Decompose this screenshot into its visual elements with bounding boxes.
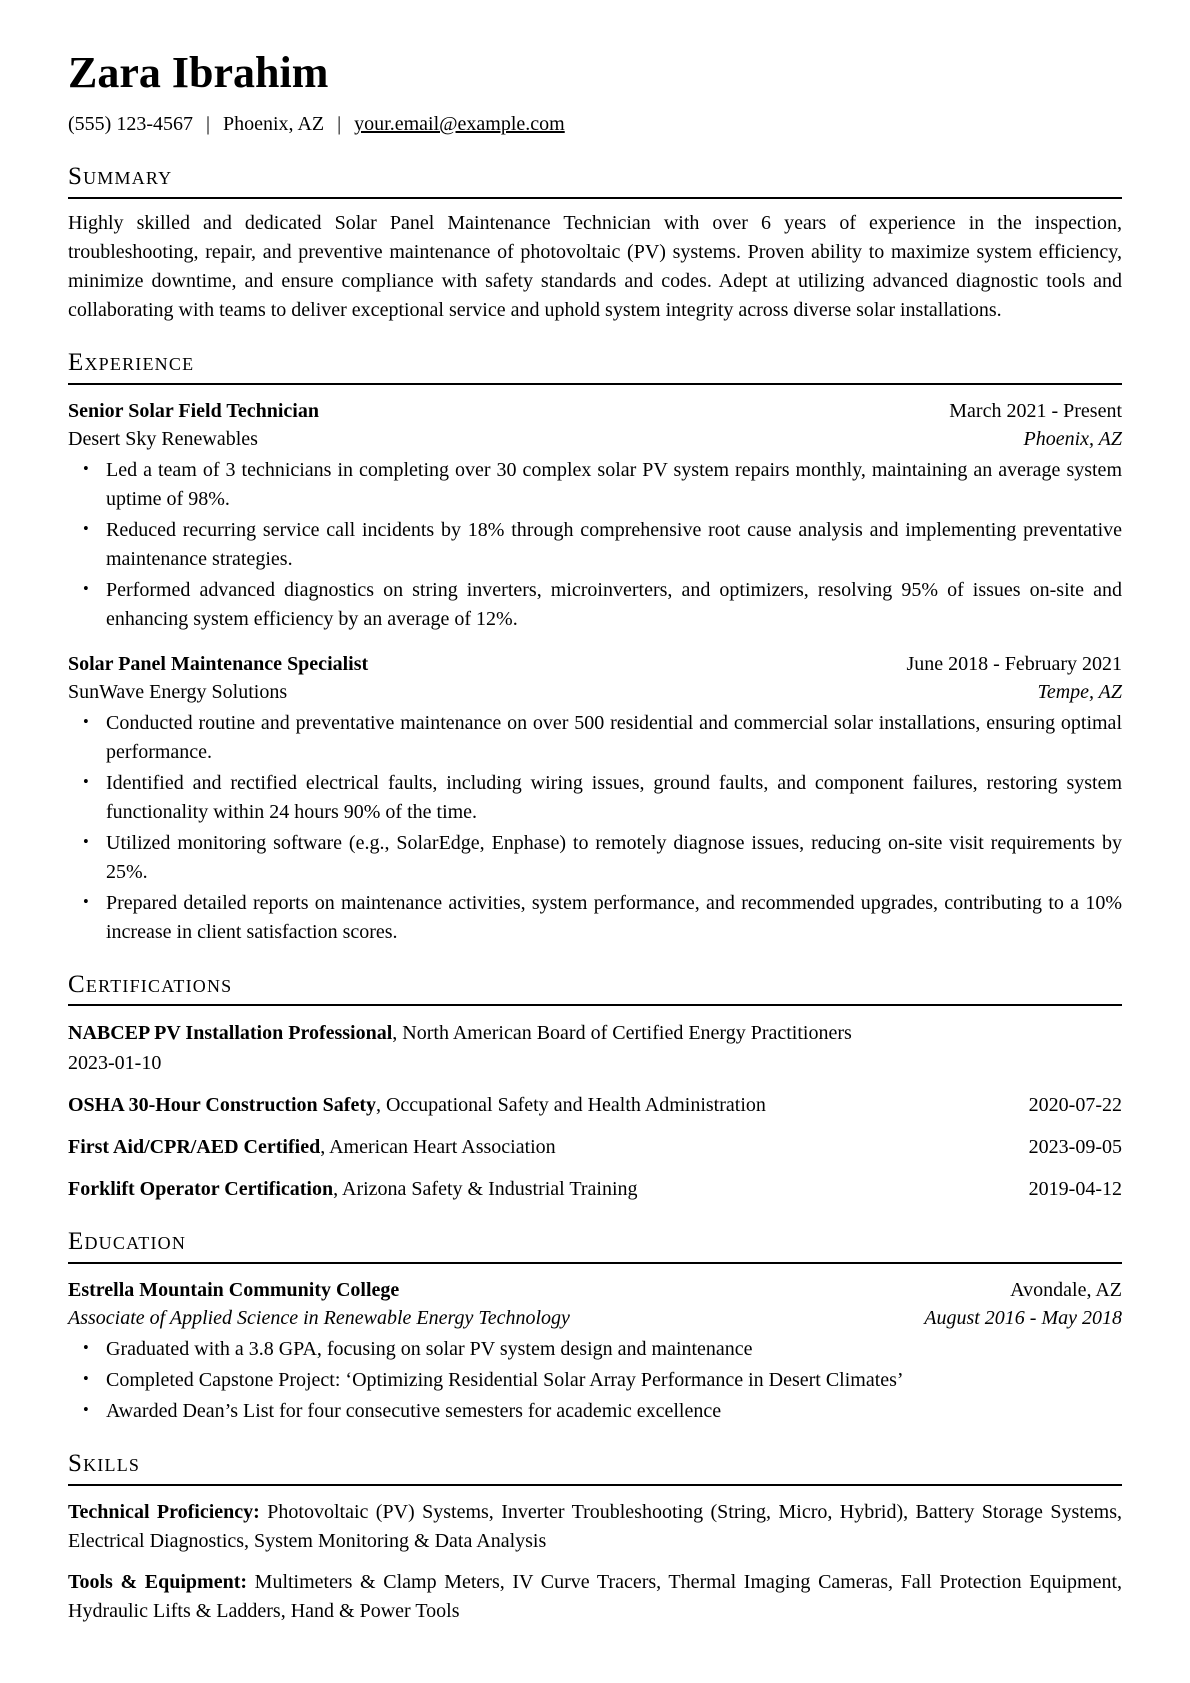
- cert-date: 2023-09-05: [1028, 1136, 1122, 1159]
- section-skills: [68, 1450, 1122, 1626]
- job-company-row: [68, 425, 1122, 453]
- job-bullet: • Utilized monitoring software (e.g., SolarEdge, Enphase) to remotely diagnose issues, reducing on-site visit requirements by 25%.: [106, 829, 1122, 887]
- education-bullet: • Awarded Dean’s List for four consecutive semesters for academic excellence: [106, 1397, 1122, 1426]
- skill-group: [68, 1568, 1122, 1626]
- experience-heading: Experience: [68, 349, 1122, 385]
- job-title: Solar Panel Maintenance Specialist: [68, 652, 369, 675]
- cert-main-line: [68, 1091, 766, 1120]
- certification-entry: [68, 1091, 1122, 1120]
- job-location: Tempe, AZ: [1037, 680, 1122, 703]
- section-experience: [68, 349, 1122, 947]
- job-title-row: [68, 397, 1122, 425]
- cert-main-line: [68, 1019, 1122, 1048]
- cert-name: Forklift Operator Certification: [68, 1178, 334, 1201]
- job-bullet-list: [68, 456, 1122, 634]
- education-dates: August 2016 - May 2018: [924, 1307, 1122, 1330]
- education-entry: [68, 1276, 1122, 1426]
- skill-list: Photovoltaic (PV) Systems, Inverter Troubleshooting (String, Micro, Hybrid), Battery Storage Systems, Electrical Diagnostics, System Monitoring & Data Analysis: [68, 1500, 1123, 1552]
- certification-entry: [68, 1133, 1122, 1162]
- skill-category-label: Technical Proficiency:: [68, 1500, 260, 1523]
- section-education: [68, 1228, 1122, 1426]
- section-summary: [68, 163, 1122, 325]
- cert-date: 2023-01-10: [68, 1052, 162, 1075]
- separator-bar: |: [337, 113, 342, 136]
- skill-list: Multimeters & Clamp Meters, IV Curve Tracers, Thermal Imaging Cameras, Fall Protection Equipment, Hydraulic Lifts & Ladders, Hand & Power Tools: [68, 1570, 1123, 1622]
- job-bullet: • Prepared detailed reports on maintenance activities, system performance, and recommended upgrades, contributing to a 10% increase in client satisfaction scores.: [106, 889, 1122, 947]
- cert-main-line: [68, 1133, 556, 1162]
- education-bullet: • Graduated with a 3.8 GPA, focusing on solar PV system design and maintenance: [106, 1335, 1122, 1364]
- job-company-row: [68, 678, 1122, 706]
- job-entry: [68, 397, 1122, 634]
- cert-issuer: Occupational Safety and Health Administration: [385, 1094, 766, 1117]
- skills-heading: Skills: [68, 1450, 1122, 1486]
- person-name: Zara Ibrahim: [68, 48, 329, 97]
- job-title-row: [68, 650, 1122, 678]
- summary-paragraph: Highly skilled and dedicated Solar Panel Maintenance Technician with over 6 years of experience in the inspection, troubleshooting, repair, and preventive maintenance of photovoltaic (PV) systems. Proven ability to maximize system efficiency, minimize downtime, and ensure compliance with safety standards and codes. Adept at utilizing advanced diagnostic tools and collaborating with teams to deliver exceptional service and uphold system integrity across diverse solar installations.: [68, 211, 1122, 321]
- job-company: SunWave Energy Solutions: [68, 680, 288, 703]
- cert-name: OSHA 30-Hour Construction Safety: [68, 1094, 376, 1117]
- degree-row: [68, 1304, 1122, 1332]
- school-row: [68, 1276, 1122, 1304]
- job-dates: June 2018 - February 2021: [906, 652, 1122, 675]
- cert-issuer: American Heart Association: [329, 1136, 556, 1159]
- cert-date: 2019-04-12: [1028, 1178, 1122, 1201]
- school-location: Avondale, AZ: [1010, 1279, 1122, 1302]
- summary-heading: Summary: [68, 163, 1122, 199]
- job-bullet-list: [68, 709, 1122, 947]
- cert-separator: ,: [375, 1094, 386, 1117]
- skill-category-label: Tools & Equipment:: [68, 1570, 248, 1593]
- education-bullet: • Completed Capstone Project: ‘Optimizing Residential Solar Array Performance in Desert Climates’: [106, 1366, 1122, 1395]
- certification-entry: [68, 1175, 1122, 1204]
- cert-name: NABCEP PV Installation Professional: [68, 1022, 393, 1045]
- job-bullet: • Reduced recurring service call incidents by 18% through comprehensive root cause analysis and implementing preventative maintenance strategies.: [106, 516, 1122, 574]
- job-dates: March 2021 - Present: [949, 399, 1122, 422]
- resume-header: [68, 50, 1122, 139]
- location-text: Phoenix, AZ: [223, 113, 325, 136]
- certifications-heading: Certifications: [68, 971, 1122, 1007]
- cert-issuer: Arizona Safety & Industrial Training: [342, 1178, 638, 1201]
- cert-date: 2020-07-22: [1028, 1094, 1122, 1117]
- job-location: Phoenix, AZ: [1023, 427, 1122, 450]
- school-name: Estrella Mountain Community College: [68, 1279, 400, 1302]
- cert-name: First Aid/CPR/AED Certified: [68, 1136, 321, 1159]
- job-bullet: • Identified and rectified electrical faults, including wiring issues, ground faults, and component failures, restoring system functionality within 24 hours 90% of the time.: [106, 769, 1122, 827]
- cert-issuer: North American Board of Certified Energy Practitioners: [402, 1022, 852, 1045]
- education-bullet-list: [68, 1335, 1122, 1426]
- job-bullet: • Led a team of 3 technicians in completing over 30 complex solar PV system repairs monthly, maintaining an average system uptime of 98%.: [106, 456, 1122, 514]
- email-link[interactable]: your.email@example.com: [354, 113, 565, 136]
- cert-separator: ,: [320, 1136, 330, 1159]
- education-heading: Education: [68, 1228, 1122, 1264]
- certification-entry: [68, 1019, 1122, 1078]
- job-title: Senior Solar Field Technician: [68, 399, 319, 422]
- separator-bar: |: [205, 113, 210, 136]
- job-bullet: • Performed advanced diagnostics on string inverters, microinverters, and optimizers, resolving 95% of issues on-site and enhancing system efficiency by an average of 12%.: [106, 576, 1122, 634]
- cert-separator: ,: [333, 1178, 343, 1201]
- job-company: Desert Sky Renewables: [68, 427, 258, 450]
- job-entry: [68, 650, 1122, 947]
- cert-separator: ,: [392, 1022, 403, 1045]
- skill-group: [68, 1498, 1122, 1556]
- section-certifications: [68, 971, 1122, 1205]
- degree-name: Associate of Applied Science in Renewable Energy Technology: [68, 1307, 570, 1330]
- job-bullet: • Conducted routine and preventative maintenance on over 500 residential and commercial solar installations, ensuring optimal performance.: [106, 709, 1122, 767]
- cert-main-line: [68, 1175, 638, 1204]
- contact-line: [68, 110, 1122, 139]
- phone-number: (555) 123-4567: [68, 113, 193, 136]
